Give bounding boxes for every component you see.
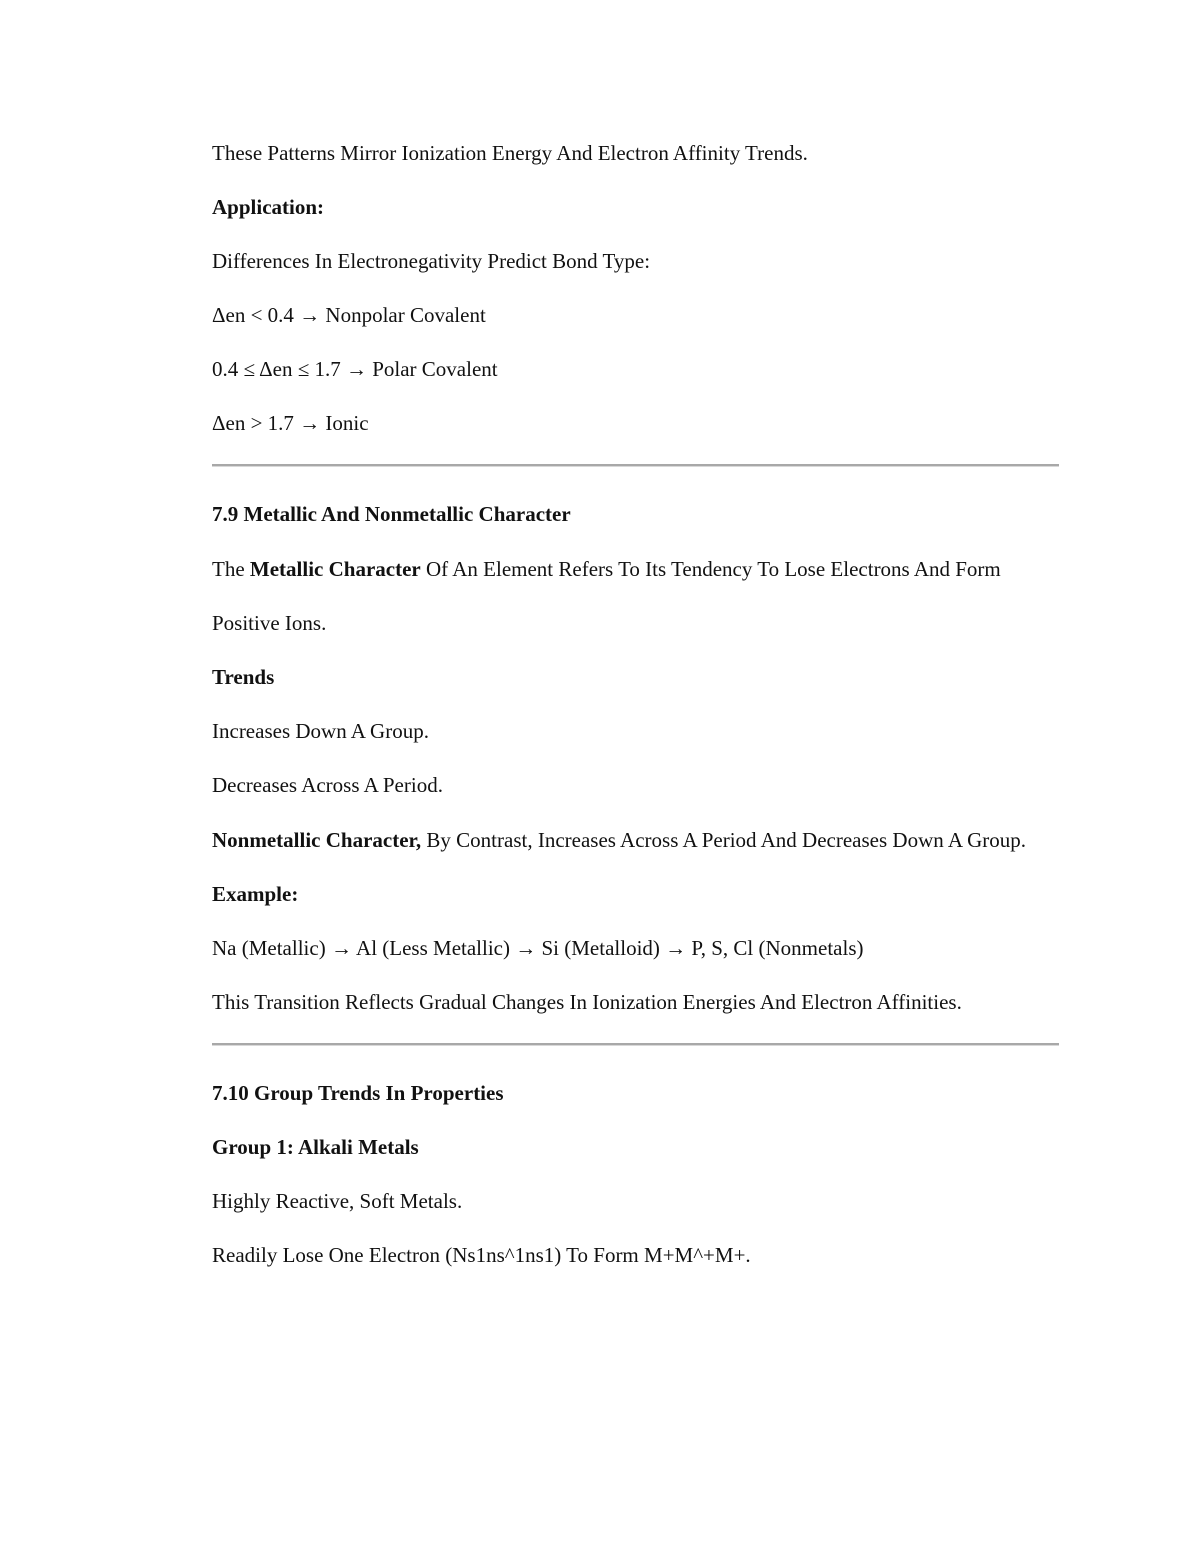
intro-paragraph: These Patterns Mirror Ionization Energy And Electron Affinity Trends.	[212, 141, 808, 165]
document-page	[212, 140, 1062, 1296]
nonmetallic-paragraph	[212, 813, 1062, 867]
trend-item: Increases Down A Group.	[212, 719, 429, 743]
section-divider	[212, 464, 1059, 467]
nonmetal-rest: By Contrast, Increases Across A Period And Decreases Down A Group.	[421, 828, 1026, 852]
application-paragraph: Differences In Electronegativity Predict Bond Type:	[212, 249, 651, 273]
rule-ionic: Δen > 1.7 → Ionic	[212, 411, 369, 435]
def-term: Metallic Character	[249, 557, 421, 581]
rule-nonpolar: Δen < 0.4 → Nonpolar Covalent	[212, 303, 486, 327]
group1-point: Readily Lose One Electron (Ns1ns^1ns1) To Form M+M^+M+.	[212, 1243, 751, 1267]
conclusion-paragraph: This Transition Reflects Gradual Changes In Ionization Energies And Electron Affinities.	[212, 990, 962, 1014]
def-rest: Of An Element Refers To Its Tendency To Lose Electrons And Form Positive Ions.	[212, 557, 1001, 635]
section-heading-7-10: 7.10 Group Trends In Properties	[212, 1081, 504, 1105]
trend-item: Decreases Across A Period.	[212, 773, 443, 797]
group1-point: Highly Reactive, Soft Metals.	[212, 1189, 463, 1213]
nonmetal-term: Nonmetallic Character,	[212, 828, 422, 852]
section-divider	[212, 1043, 1059, 1046]
trends-heading: Trends	[212, 665, 275, 689]
rule-polar: 0.4 ≤ Δen ≤ 1.7 → Polar Covalent	[212, 357, 498, 381]
application-heading: Application:	[212, 195, 325, 219]
metallic-definition	[212, 542, 1062, 650]
section-heading-7-9: 7.9 Metallic And Nonmetallic Character	[212, 502, 571, 526]
group1-heading: Group 1: Alkali Metals	[212, 1135, 419, 1159]
def-prefix: The	[212, 557, 250, 581]
example-heading: Example:	[212, 882, 299, 906]
example-text: Na (Metallic) → Al (Less Metallic) → Si (Metalloid) → P, S, Cl (Nonmetals)	[212, 936, 864, 960]
